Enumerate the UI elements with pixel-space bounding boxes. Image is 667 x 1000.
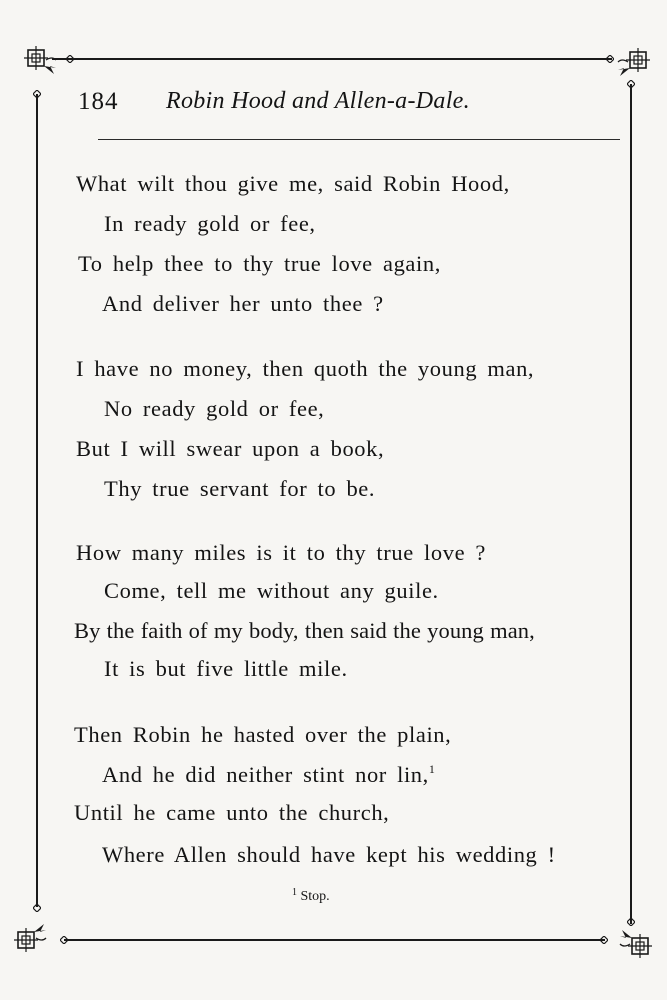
footnote-text: Stop. <box>300 889 330 904</box>
verse-line: Until he came unto the church, <box>74 800 390 825</box>
verse-line: To help thee to thy true love again, <box>78 251 441 276</box>
verse-line: Thy true servant for to be. <box>104 476 376 501</box>
diamond-icon <box>33 90 41 98</box>
verse-line: What wilt thou give me, said Robin Hood, <box>76 171 510 196</box>
verse-line: I have no money, then quoth the young man, <box>76 356 535 381</box>
header-rule <box>98 139 620 140</box>
verse-line: No ready gold or fee, <box>104 396 325 421</box>
corner-fleuron-icon <box>12 914 52 954</box>
verse-line: And deliver her unto thee ? <box>102 291 384 316</box>
verse-line: But I will swear upon a book, <box>76 436 385 461</box>
verse-line-text: And he did neither stint nor lin, <box>102 762 429 787</box>
footnote <box>292 889 330 905</box>
verse-line: Come, tell me without any guile. <box>104 578 439 603</box>
verse-line <box>102 762 436 788</box>
border-left-rule <box>36 94 38 907</box>
verse-line: Then Robin he hasted over the plain, <box>74 722 452 747</box>
running-title: Robin Hood and Allen-a-Dale. <box>166 88 470 114</box>
diamond-icon <box>33 904 41 912</box>
diamond-icon <box>60 936 68 944</box>
border-right-rule <box>630 84 632 924</box>
diamond-icon <box>606 55 614 63</box>
verse-line: It is but five little mile. <box>104 656 348 681</box>
footnote-reference: 1 <box>428 762 436 776</box>
verse-line: By the faith of my body, then said the young man, <box>74 618 535 643</box>
border-bottom-rule <box>64 939 605 941</box>
verse-line: Where Allen should have kept his wedding ! <box>102 842 556 867</box>
running-head <box>78 88 618 120</box>
diamond-icon <box>600 936 608 944</box>
page-number: 184 <box>78 88 119 115</box>
verse-line: In ready gold or fee, <box>104 211 316 236</box>
diamond-icon <box>627 918 635 926</box>
diamond-icon <box>66 55 74 63</box>
corner-fleuron-icon <box>22 44 62 84</box>
verse-line: How many miles is it to thy true love ? <box>76 540 486 565</box>
footnote-marker: 1 <box>292 887 297 898</box>
corner-fleuron-icon <box>614 920 654 960</box>
diamond-icon <box>627 80 635 88</box>
border-top-rule <box>52 58 612 60</box>
